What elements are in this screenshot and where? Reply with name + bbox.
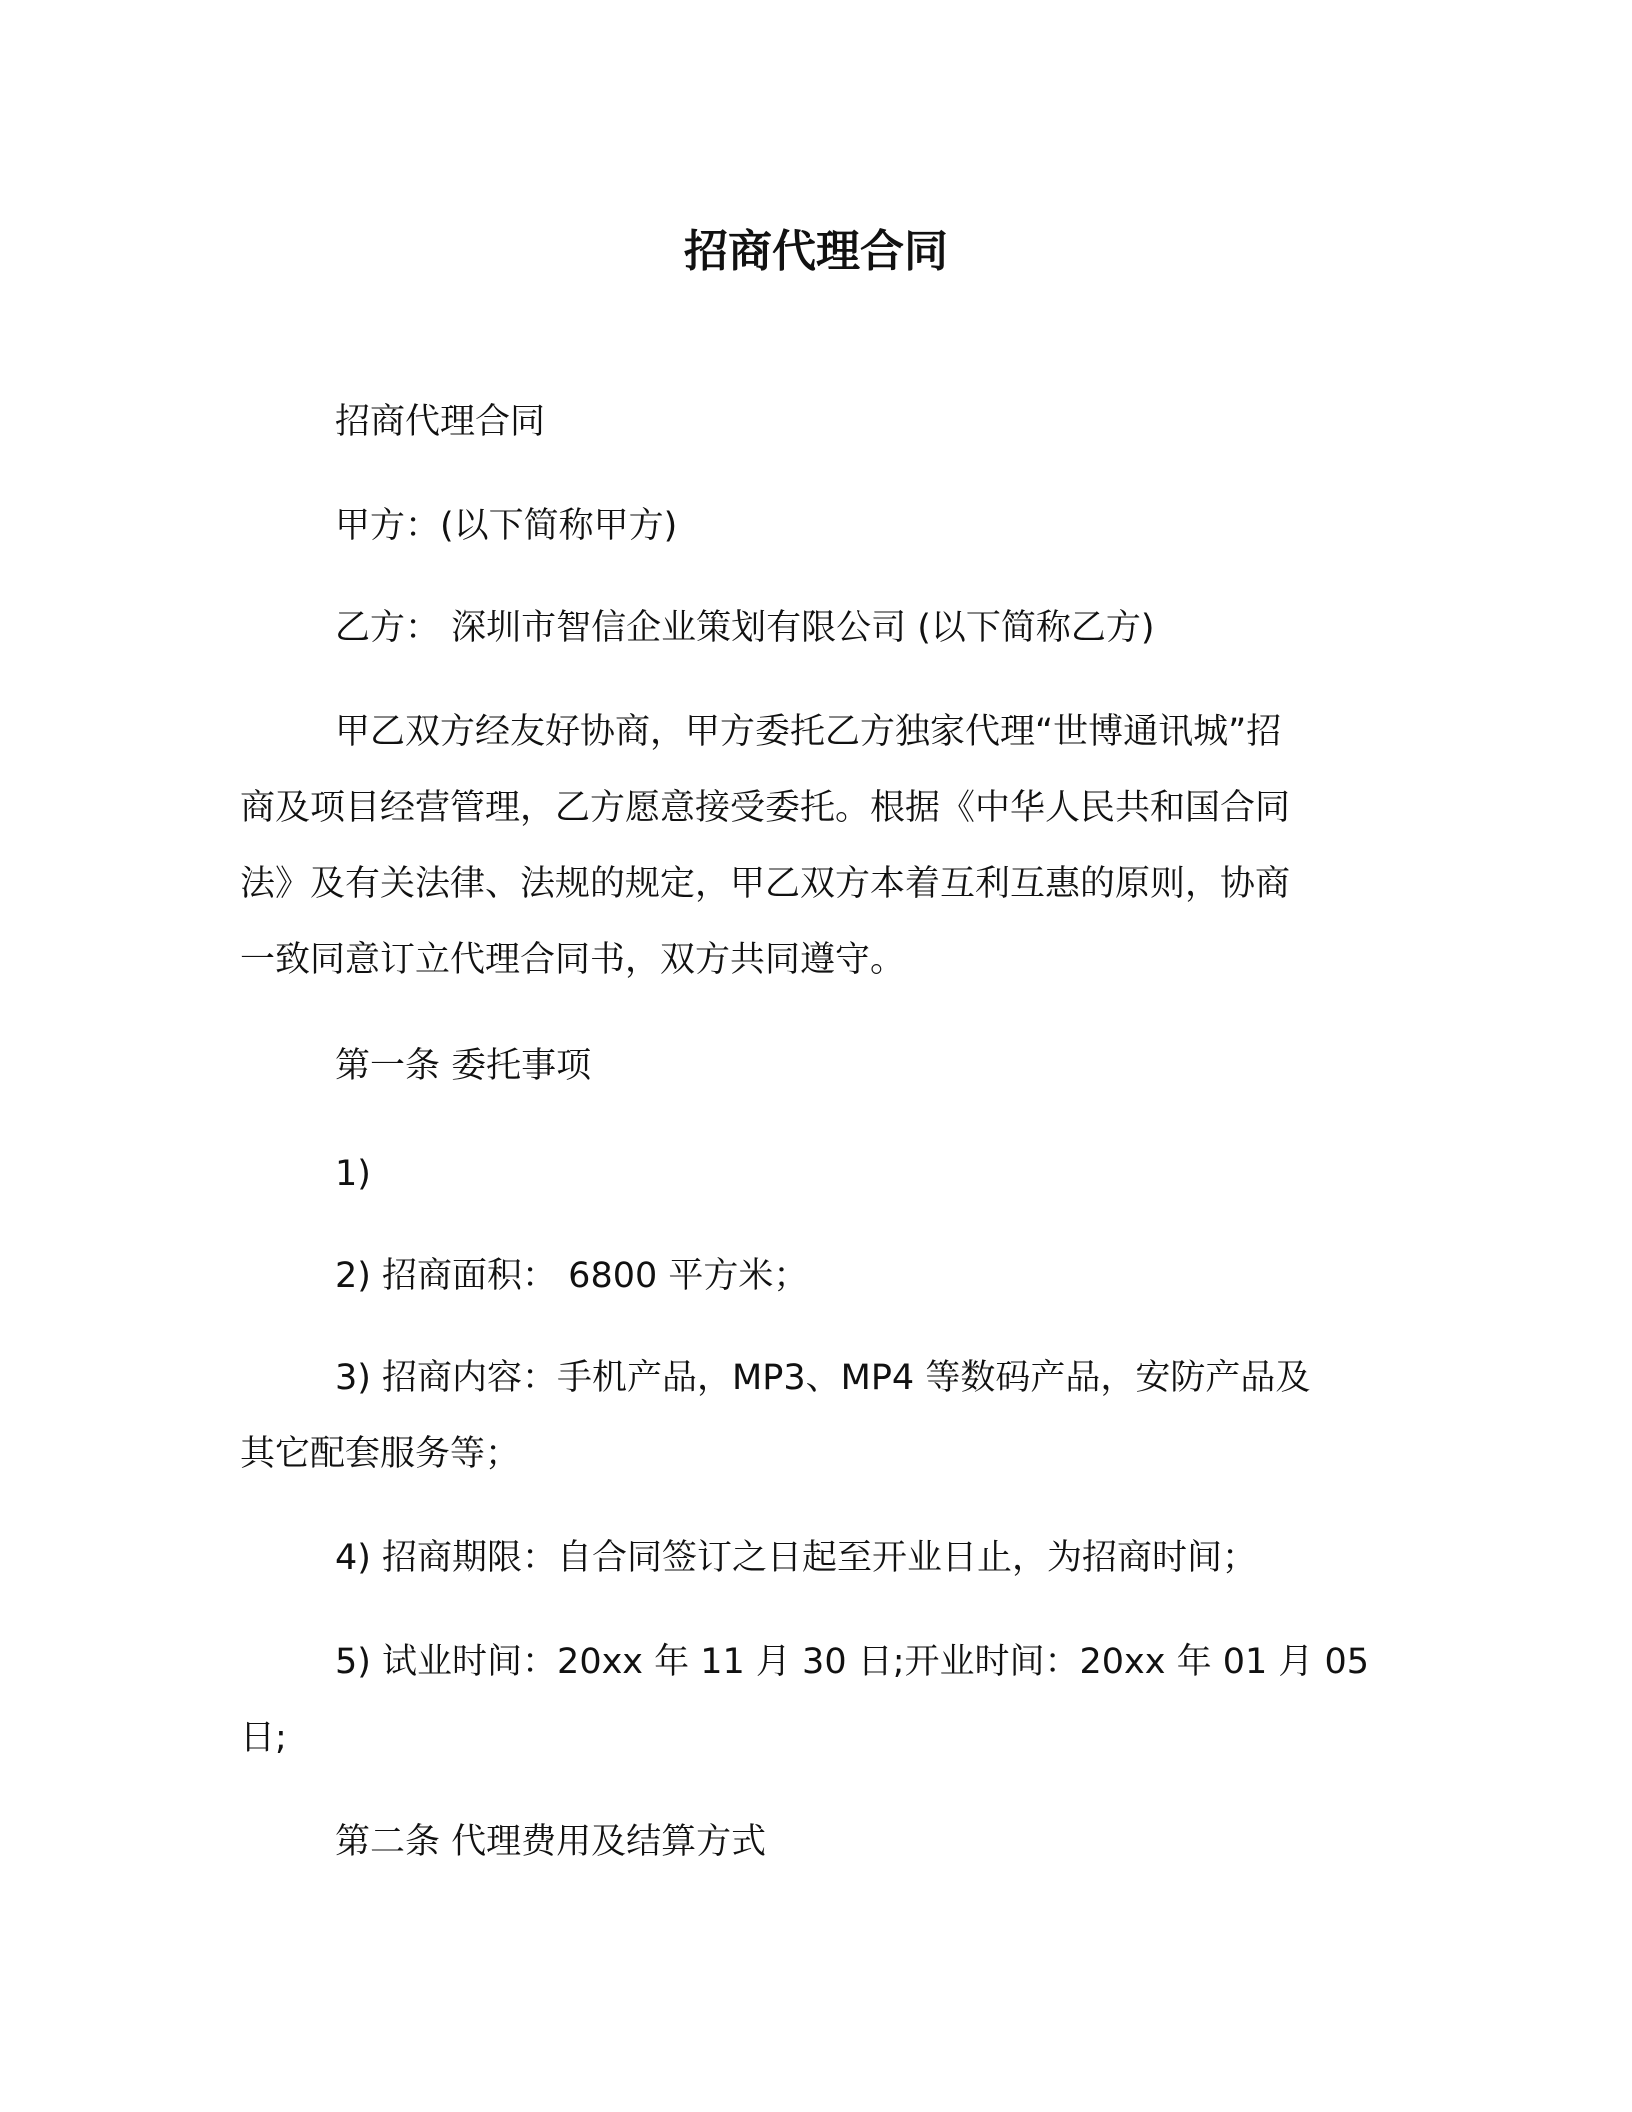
article-two-heading: 第二条 代理费用及结算方式 <box>335 1822 767 1862</box>
article-one-item-2: 2) 招商面积： 6800 平方米； <box>335 1256 809 1296</box>
article-one-item-5-line-1: 5) 试业时间：20xx 年 11 月 30 日;开业时间：20xx 年 01 月 05 <box>335 1642 1370 1682</box>
article-one-item-1: 1) <box>335 1154 371 1194</box>
preamble-line-3: 法》及有关法律、法规的规定，甲乙双方本着互利互惠的原则，协商 <box>240 864 1291 904</box>
party-a-line: 甲方：(以下简称甲方) <box>335 506 678 546</box>
preamble-line-1: 甲乙双方经友好协商，甲方委托乙方独家代理“世博通讯城”招 <box>335 712 1282 752</box>
article-one-heading: 第一条 委托事项 <box>335 1046 592 1086</box>
article-one-item-5-line-2: 日; <box>240 1718 287 1758</box>
preamble-line-4: 一致同意订立代理合同书，双方共同遵守。 <box>240 940 906 980</box>
article-one-item-4: 4) 招商期限：自合同签订之日起至开业日止，为招商时间； <box>335 1538 1258 1578</box>
article-one-item-3-line-2: 其它配套服务等； <box>240 1434 521 1474</box>
article-one-item-3-line-1: 3) 招商内容：手机产品，MP3、MP4 等数码产品，安防产品及 <box>335 1358 1311 1398</box>
preamble-line-2: 商及项目经营管理，乙方愿意接受委托。根据《中华人民共和国合同 <box>240 788 1291 828</box>
document-title: 招商代理合同 <box>684 226 948 277</box>
party-b-line: 乙方： 深圳市智信企业策划有限公司 (以下简称乙方) <box>335 608 1155 648</box>
subtitle-line: 招商代理合同 <box>335 402 546 442</box>
